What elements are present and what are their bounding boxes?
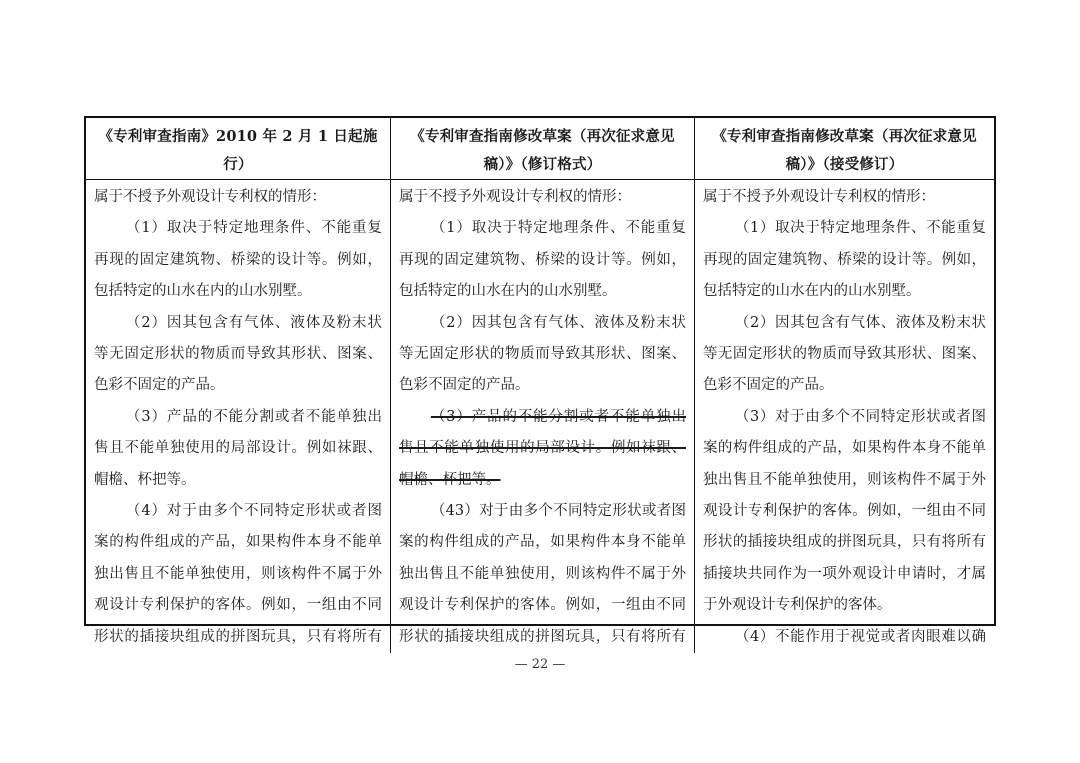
text-line: （1）取决于特定地理条件、不能重复 [734, 220, 986, 237]
text-line: 独出售且不能单独使用，则该构件不属于外 [703, 471, 986, 488]
text-line: 等无固定形状的物质而导致其形状、图案、 [703, 346, 986, 363]
column-revision-tracked [390, 118, 694, 653]
column-body-revision-tracked [391, 180, 694, 653]
text-line: （4）对于由多个不同特定形状或者图 [125, 503, 382, 520]
text-line: 独出售且不能单独使用，则该构件不属于外 [94, 565, 382, 582]
text-line: 属于不授予外观设计专利权的情形： [94, 189, 326, 205]
text-line: （1）取决于特定地理条件、不能重复 [430, 220, 686, 237]
text-line: （4）不能作用于视觉或者肉眼难以确 [734, 628, 986, 645]
text-line: 再现的固定建筑物、桥梁的设计等。例如， [399, 251, 686, 268]
text-line: （43）对于由多个不同特定形状或者图 [430, 503, 686, 520]
column-header-revision-tracked: 《专利审查指南修改草案（再次征求意见稿）》（修订格式） [391, 118, 694, 180]
text-line: 再现的固定建筑物、桥梁的设计等。例如， [94, 251, 382, 268]
text-line: 售且不能单独使用的局部设计。例如袜跟、 [94, 440, 382, 457]
text-line: 属于不授予外观设计专利权的情形： [703, 189, 935, 205]
column-original [86, 118, 390, 653]
text-line: 色彩不固定的产品。 [399, 377, 530, 394]
text-line: 案的构件组成的产品，如果构件本身不能单 [94, 534, 382, 551]
text-line: 形状的插接块组成的拼图玩具，只有将所有 [94, 628, 382, 645]
text-line: 包括特定的山水在内的山水别墅。 [94, 283, 312, 300]
text-line: 包括特定的山水在内的山水别墅。 [399, 283, 617, 300]
text-line: 独出售且不能单独使用，则该构件不属于外 [399, 565, 686, 582]
text-line: （3）对于由多个不同特定形状或者图 [734, 408, 986, 425]
text-line: 观设计专利保护的客体。例如，一组由不同 [703, 503, 986, 520]
text-line: （1）取决于特定地理条件、不能重复 [125, 220, 382, 237]
text-line: 形状的插接块组成的拼图玩具，只有将所有 [703, 534, 986, 551]
text-line: 色彩不固定的产品。 [703, 377, 834, 394]
column-revision-accepted [694, 118, 994, 653]
text-line: 观设计专利保护的客体。例如，一组由不同 [94, 597, 382, 614]
column-header-original: 《专利审查指南》2010 年 2 月 1 日起施行） [86, 118, 390, 180]
text-line: 形状的插接块组成的拼图玩具，只有将所有 [399, 628, 686, 645]
text-line: 帽檐、杯把等。 [94, 471, 196, 488]
deleted-text-line: 售且不能单独使用的局部设计。例如袜跟、 [399, 440, 686, 457]
text-line: （3）产品的不能分割或者不能单独出 [125, 408, 382, 425]
text-line: （2）因其包含有气体、液体及粉末状 [734, 314, 986, 331]
page-number: — 22 — [514, 657, 566, 672]
deleted-text-line: 帽檐、杯把等。 [399, 471, 501, 488]
column-body-original [86, 180, 390, 653]
column-body-revision-accepted [695, 180, 994, 653]
text-line: 于外观设计专利保护的客体。 [703, 597, 892, 614]
text-line: 插接块共同作为一项外观设计申请时，才属 [703, 565, 986, 582]
text-line: 属于不授予外观设计专利权的情形： [399, 189, 631, 205]
text-line: 包括特定的山水在内的山水别墅。 [703, 283, 921, 300]
text-line: 等无固定形状的物质而导致其形状、图案、 [94, 346, 382, 363]
text-line: 观设计专利保护的客体。例如，一组由不同 [399, 597, 686, 614]
deleted-text-line: （3）产品的不能分割或者不能单独出 [430, 408, 686, 425]
text-line: 再现的固定建筑物、桥梁的设计等。例如， [703, 251, 986, 268]
text-line: 色彩不固定的产品。 [94, 377, 225, 394]
comparison-table [84, 116, 996, 645]
text-line: 案的构件组成的产品，如果构件本身不能单 [399, 534, 686, 551]
text-line: （2）因其包含有气体、液体及粉末状 [430, 314, 686, 331]
column-header-revision-accepted: 《专利审查指南修改草案（再次征求意见稿）》（接受修订） [695, 118, 994, 180]
text-line: 案的构件组成的产品，如果构件本身不能单 [703, 440, 986, 457]
text-line: （2）因其包含有气体、液体及粉末状 [125, 314, 382, 331]
text-line: 等无固定形状的物质而导致其形状、图案、 [399, 346, 686, 363]
